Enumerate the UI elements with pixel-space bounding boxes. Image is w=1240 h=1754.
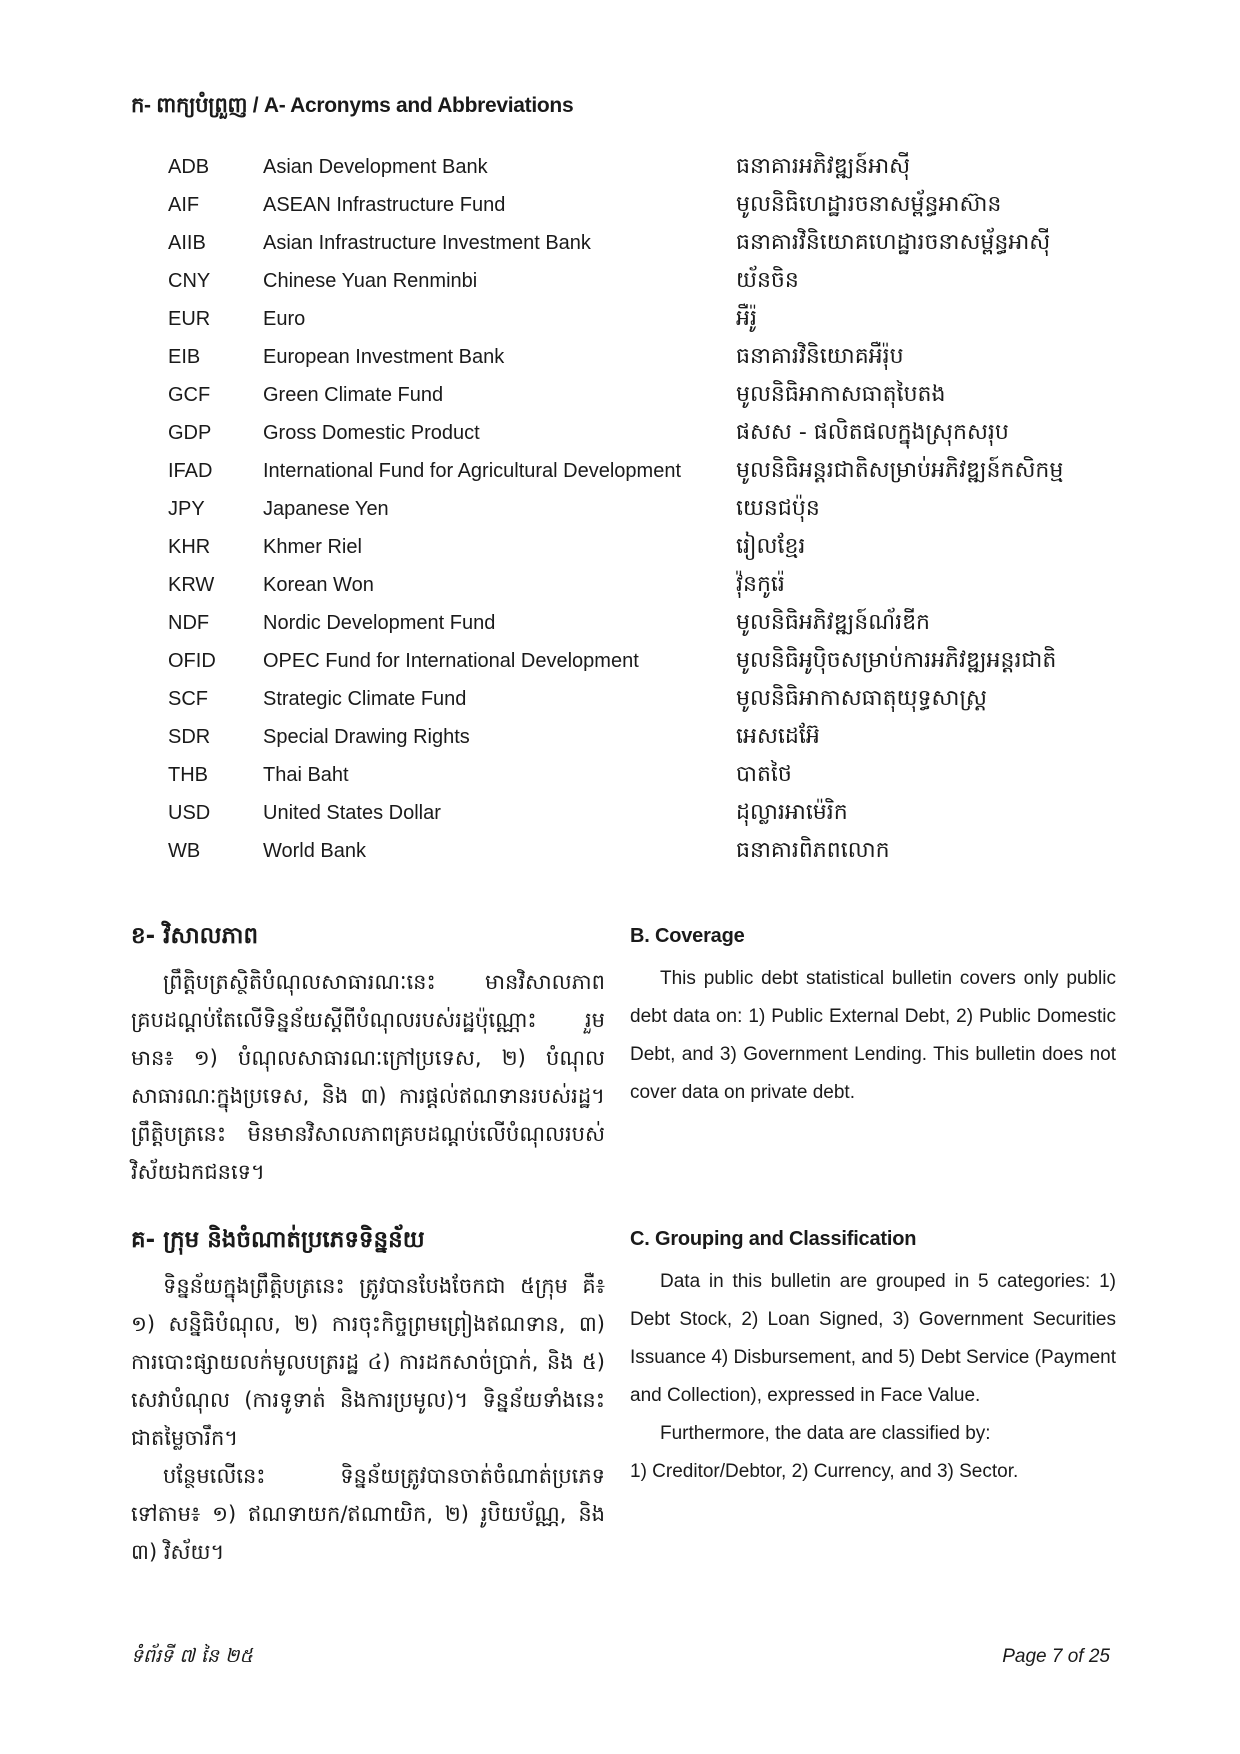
acronym-english: OPEC Fund for International Development — [263, 650, 639, 672]
acronym-row — [168, 376, 1128, 414]
acronym-english: Special Drawing Rights — [263, 726, 470, 748]
acronym-row — [168, 186, 1128, 224]
acronym-khmer: មូលនិធិអូប៉ិចសម្រាប់ការអភិវឌ្ឍអន្តរជាតិ — [736, 648, 1057, 673]
grouping-khmer-text-2: បន្ថែមលើនេះ ទិន្នន័យត្រូវបានចាត់ចំណាត់ប្រភេទទៅតាម៖ ១) ឥណទាយក/ឥណាយិក, ២) រូបិយប័ណ្ណ, និង ៣) វិស័យ។ — [131, 1464, 605, 1564]
acronym-khmer: អឺរ៉ូ — [736, 306, 757, 331]
section-a-title: ក- ពាក្យបំព្រួញ / A- Acronyms and Abbreviations — [131, 94, 574, 117]
acronym-khmer: មូលនិធិអន្តរជាតិសម្រាប់អភិវឌ្ឍន៍កសិកម្ម — [736, 458, 1064, 483]
acronym-english: Japanese Yen — [263, 498, 389, 520]
acronym-abbreviation: WB — [168, 840, 201, 862]
acronym-abbreviation: EIB — [168, 346, 201, 368]
acronym-khmer: វ៉ុនកូរ៉េ — [736, 572, 785, 597]
acronym-row — [168, 452, 1128, 490]
acronym-khmer: ផសស - ផលិតផលក្នុងស្រុកសរុប — [736, 420, 1009, 445]
acronym-row — [168, 224, 1128, 262]
acronym-khmer: មូលនិធិអភិវឌ្ឍន៍ណ័រឌីក — [736, 610, 931, 635]
acronym-khmer: អេសដេអ៊ែ — [736, 724, 820, 749]
acronym-row — [168, 794, 1128, 832]
acronym-khmer: មូលនិធិអាកាសធាតុបៃតង — [736, 382, 946, 407]
acronym-row — [168, 680, 1128, 718]
acronym-english: Chinese Yuan Renminbi — [263, 270, 478, 292]
acronym-abbreviation: AIF — [168, 194, 200, 216]
acronym-row — [168, 604, 1128, 642]
coverage-khmer-heading: ខ- វិសាលភាព — [131, 923, 259, 949]
acronym-english: Green Climate Fund — [263, 384, 444, 406]
acronym-abbreviation: SDR — [168, 726, 211, 748]
acronym-english: International Fund for Agricultural Development — [263, 460, 682, 482]
footer-khmer-page-number: ទំព័រទី ៧ នៃ ២៥ — [131, 1645, 253, 1667]
acronym-row — [168, 262, 1128, 300]
acronym-khmer: មូលនិធិអាកាសធាតុយុទ្ធសាស្ត្រ — [736, 686, 987, 711]
acronym-abbreviation: THB — [168, 764, 208, 786]
acronym-khmer: ធនាគារពិភពលោក — [736, 838, 890, 863]
acronym-row — [168, 528, 1128, 566]
acronym-row — [168, 148, 1128, 186]
acronym-abbreviation: USD — [168, 802, 211, 824]
coverage-english-heading: B. Coverage — [630, 925, 745, 947]
acronym-abbreviation: KHR — [168, 536, 211, 558]
acronym-abbreviation: KRW — [168, 574, 215, 596]
grouping-english-text-2: Furthermore, the data are classified by: — [660, 1423, 991, 1444]
acronym-english: Khmer Riel — [263, 536, 362, 558]
acronym-abbreviation: NDF — [168, 612, 210, 634]
acronym-khmer: ដុល្លារអាម៉េរិក — [736, 800, 848, 825]
acronym-english: Nordic Development Fund — [263, 612, 496, 634]
acronym-abbreviation: EUR — [168, 308, 211, 330]
grouping-english-text-3: 1) Creditor/Debtor, 2) Currency, and 3) Sector. — [630, 1461, 1019, 1482]
acronym-abbreviation: SCF — [168, 688, 208, 710]
acronym-english: Gross Domestic Product — [263, 422, 480, 444]
acronym-row — [168, 756, 1128, 794]
acronym-khmer: ធនាគារវិនិយោគហេដ្ឋារចនាសម្ព័ន្ធអាស៊ី — [736, 230, 1051, 255]
acronym-khmer: មូលនិធិហេដ្ឋារចនាសម្ព័ន្ធអាស៊ាន — [736, 192, 1002, 217]
acronym-english: European Investment Bank — [263, 346, 505, 368]
acronym-english: Euro — [263, 308, 306, 330]
acronym-abbreviation: GDP — [168, 422, 212, 444]
acronym-row — [168, 414, 1128, 452]
acronym-abbreviation: GCF — [168, 384, 211, 406]
acronym-row — [168, 718, 1128, 756]
grouping-english-column — [630, 1228, 1116, 1491]
acronym-english: Strategic Climate Fund — [263, 688, 467, 710]
acronym-english: Asian Development Bank — [263, 156, 488, 178]
grouping-english-text-1: Data in this bulletin are grouped in 5 categories: 1) Debt Stock, 2) Loan Signed, 3) Government Securities Issuance 4) Disbursement, and 5) Debt Service (Payment and Collection), expressed in Face Value. — [630, 1271, 1116, 1406]
grouping-khmer-text-1: ទិន្នន័យក្នុងព្រឹត្តិបត្រនេះ ត្រូវបានបែងចែកជា ៥ក្រុម គឺ៖ ១) សន្និធិបំណុល, ២) ការចុះកិច្ចព្រមព្រៀងឥណទាន, ៣) ការបោះផ្សាយលក់មូលបត្ររដ្ឋ ៤) ការដកសាច់ប្រាក់, និង ៥) សេវាបំណុល (ការទូទាត់ និងការប្រមូល)។ ទិន្នន័យទាំងនេះ ជាតម្លៃចារឹក។ — [131, 1274, 605, 1450]
coverage-english-column — [630, 925, 1116, 1112]
grouping-khmer-heading: គ- ក្រុម និងចំណាត់ប្រភេទទិន្នន័យ — [131, 1227, 425, 1253]
acronym-english: World Bank — [263, 840, 367, 862]
acronyms-table — [168, 148, 1128, 870]
acronym-abbreviation: ADB — [168, 156, 210, 178]
acronym-abbreviation: AIIB — [168, 232, 206, 254]
acronym-row — [168, 832, 1128, 870]
coverage-english-text: This public debt statistical bulletin covers only public debt data on: 1) Public External Debt, 2) Public Domestic Debt, and 3) Government Lending. This bulletin does not cover data on private debt. — [630, 968, 1116, 1103]
acronym-khmer: រៀលខ្មែរ — [736, 534, 806, 559]
acronym-english: Asian Infrastructure Investment Bank — [263, 232, 591, 254]
acronym-row — [168, 338, 1128, 376]
acronym-abbreviation: CNY — [168, 270, 211, 292]
acronym-khmer: ធនាគារអភិវឌ្ឍន៍អាស៊ី — [736, 154, 911, 179]
acronym-abbreviation: OFID — [168, 650, 216, 672]
acronym-khmer: យេនជប៉ុន — [736, 496, 820, 521]
coverage-khmer-column — [131, 922, 605, 1191]
acronym-abbreviation: JPY — [168, 498, 205, 520]
coverage-khmer-text: ព្រឹត្តិបត្រស្ថិតិបំណុលសាធារណៈនេះ មានវិសាលភាពគ្របដណ្តប់តែលើទិន្នន័យស្តីពីបំណុលរបស់រដ្ឋប៉ុណ្ណោះ រួមមាន៖ ១) បំណុលសាធារណៈក្រៅប្រទេស, ២) បំណុលសាធារណៈក្នុងប្រទេស, និង ៣) ការផ្តល់ឥណទានរបស់រដ្ឋ។ ព្រឹត្តិបត្រនេះ មិនមានវិសាលភាពគ្របដណ្តប់លើបំណុលរបស់វិស័យឯកជនទេ។ — [131, 970, 605, 1184]
acronym-row — [168, 566, 1128, 604]
grouping-english-heading: C. Grouping and Classification — [630, 1228, 917, 1250]
acronym-abbreviation: IFAD — [168, 460, 213, 482]
acronym-khmer: ធនាគារវិនិយោគអឺរ៉ុប — [736, 344, 904, 369]
acronym-english: Korean Won — [263, 574, 374, 596]
acronym-row — [168, 642, 1128, 680]
acronym-english: Thai Baht — [263, 764, 349, 786]
footer-english-page-number: Page 7 of 25 — [1002, 1646, 1110, 1667]
acronym-row — [168, 490, 1128, 528]
grouping-khmer-column — [131, 1226, 605, 1571]
acronym-khmer: យ័នចិន — [736, 268, 799, 293]
acronym-row — [168, 300, 1128, 338]
acronym-english: ASEAN Infrastructure Fund — [263, 194, 506, 216]
acronym-english: United States Dollar — [263, 802, 441, 824]
acronym-khmer: បាតថៃ — [736, 762, 792, 787]
